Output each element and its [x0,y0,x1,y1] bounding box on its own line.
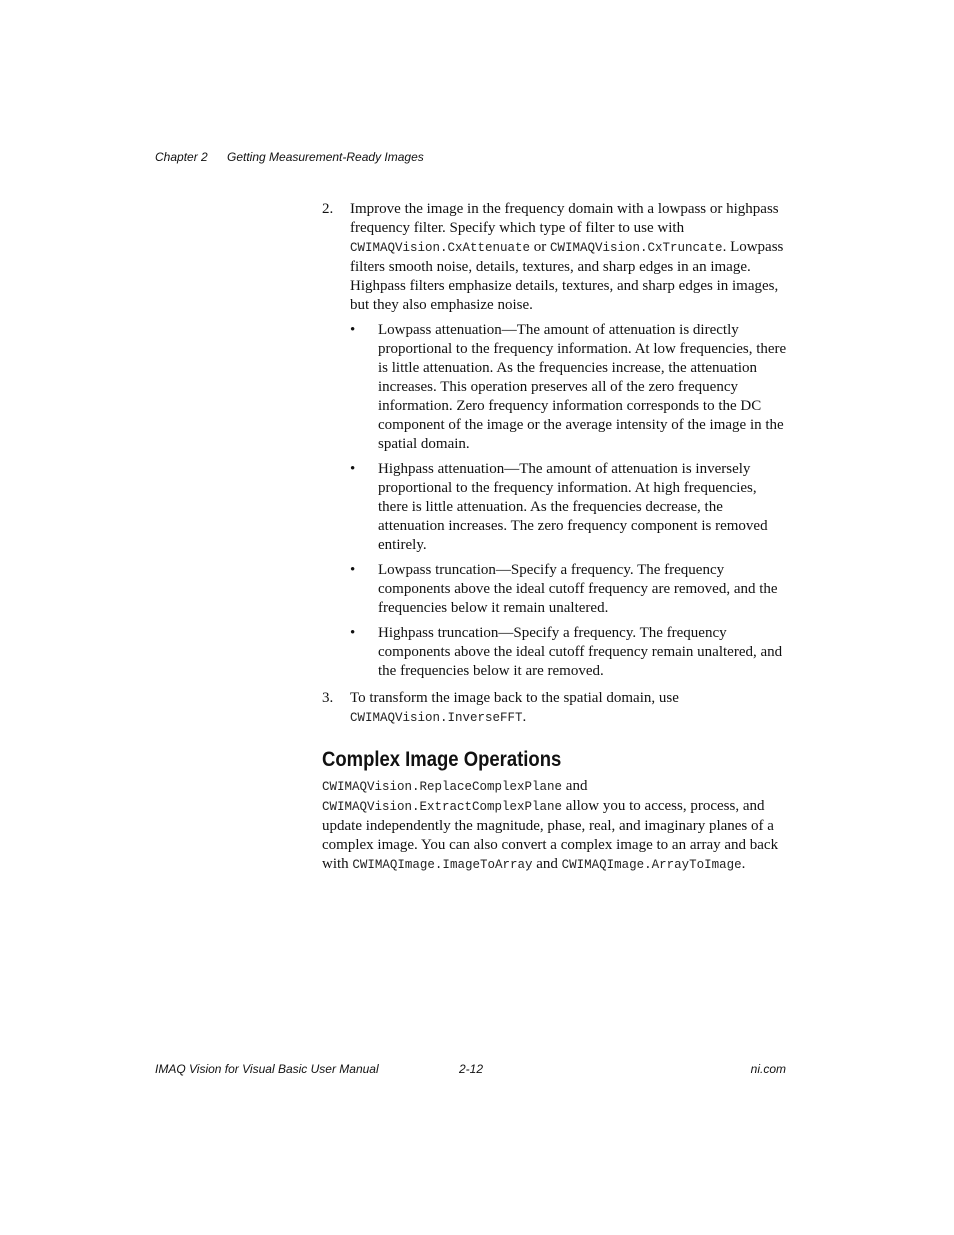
step-number: 3. [322,690,334,706]
footer-website: ni.com [750,1062,786,1076]
code-inversefft: CWIMAQVision.InverseFFT [350,711,523,725]
list-item: • Lowpass truncation—Specify a frequency. The frequency components above the ideal cutoff frequency are removed, and the frequencies below it remain unaltered. [350,562,778,616]
list-item: • Highpass truncation—Specify a frequency. The frequency components above the ideal cutoff frequency remain unaltered, and the frequencies below it are removed. [350,625,783,679]
chapter-title: Getting Measurement-Ready Images [227,150,424,164]
list-item: • Highpass attenuation—The amount of attenuation is inversely proportional to the frequency information. At high frequencies, there is little attenuation. As the frequencies decrease, the attenuation increases. The zero frequency component is removed entirely. [350,461,768,553]
code-arraytoimage: CWIMAQImage.ArrayToImage [561,858,742,872]
bullet-glyph: • [350,322,356,338]
code-cxtruncate: CWIMAQVision.CxTruncate [550,241,723,255]
step-2 [322,200,788,681]
step-text: To transform the image back to the spatial domain, use CWIMAQVision.InverseFFT. [350,690,679,725]
footer-manual-title: IMAQ Vision for Visual Basic User Manual [155,1062,379,1076]
step-number: 2. [322,201,334,217]
chapter-label: Chapter 2 [155,150,208,164]
filter-bullet-list [350,321,788,681]
step-3 [322,689,788,728]
bullet-glyph: • [350,461,356,477]
step-text: Improve the image in the frequency domain with a lowpass or highpass frequency filter. Specify which type of filter to use with CWIMAQVision.CxAttenuate or CWIMAQVision.CxTruncate. Lowpass filters smooth noise, details, textures, and sharp edges in an image. Highpass filters emphasize details, textures, and sharp edges in images, but they also emphasize noise. [350,201,784,313]
code-imagetoarray: CWIMAQImage.ImageToArray [352,858,533,872]
code-replacecomplexplane: CWIMAQVision.ReplaceComplexPlane [322,780,563,794]
code-extractcomplexplane: CWIMAQVision.ExtractComplexPlane [322,800,563,814]
bullet-glyph: • [350,625,356,641]
code-cxattenuate: CWIMAQVision.CxAttenuate [350,241,531,255]
main-content [322,200,788,875]
bullet-glyph: • [350,562,356,578]
section-heading: Complex Image Operations [322,748,562,771]
list-item: • Lowpass attenuation—The amount of attenuation is directly proportional to the frequency information. At low frequencies, there is little attenuation. As the frequencies increase, the attenuation increases. This operation preserves all of the zero frequency information. Zero frequency information corresponds to the DC component of the image or the average intensity of the image in the spatial domain. [350,322,787,452]
footer-page-number: 2-12 [459,1062,484,1076]
running-header [155,150,424,164]
section-paragraph: CWIMAQVision.ReplaceComplexPlane and CWIMAQVision.ExtractComplexPlane allow you to access, process, and update independently the magnitude, phase, real, and imaginary planes of a complex image. You can also convert a complex image to an array and back with CWIMAQImage.ImageToArray and CWIMAQImage.ArrayToImage. [322,778,779,872]
